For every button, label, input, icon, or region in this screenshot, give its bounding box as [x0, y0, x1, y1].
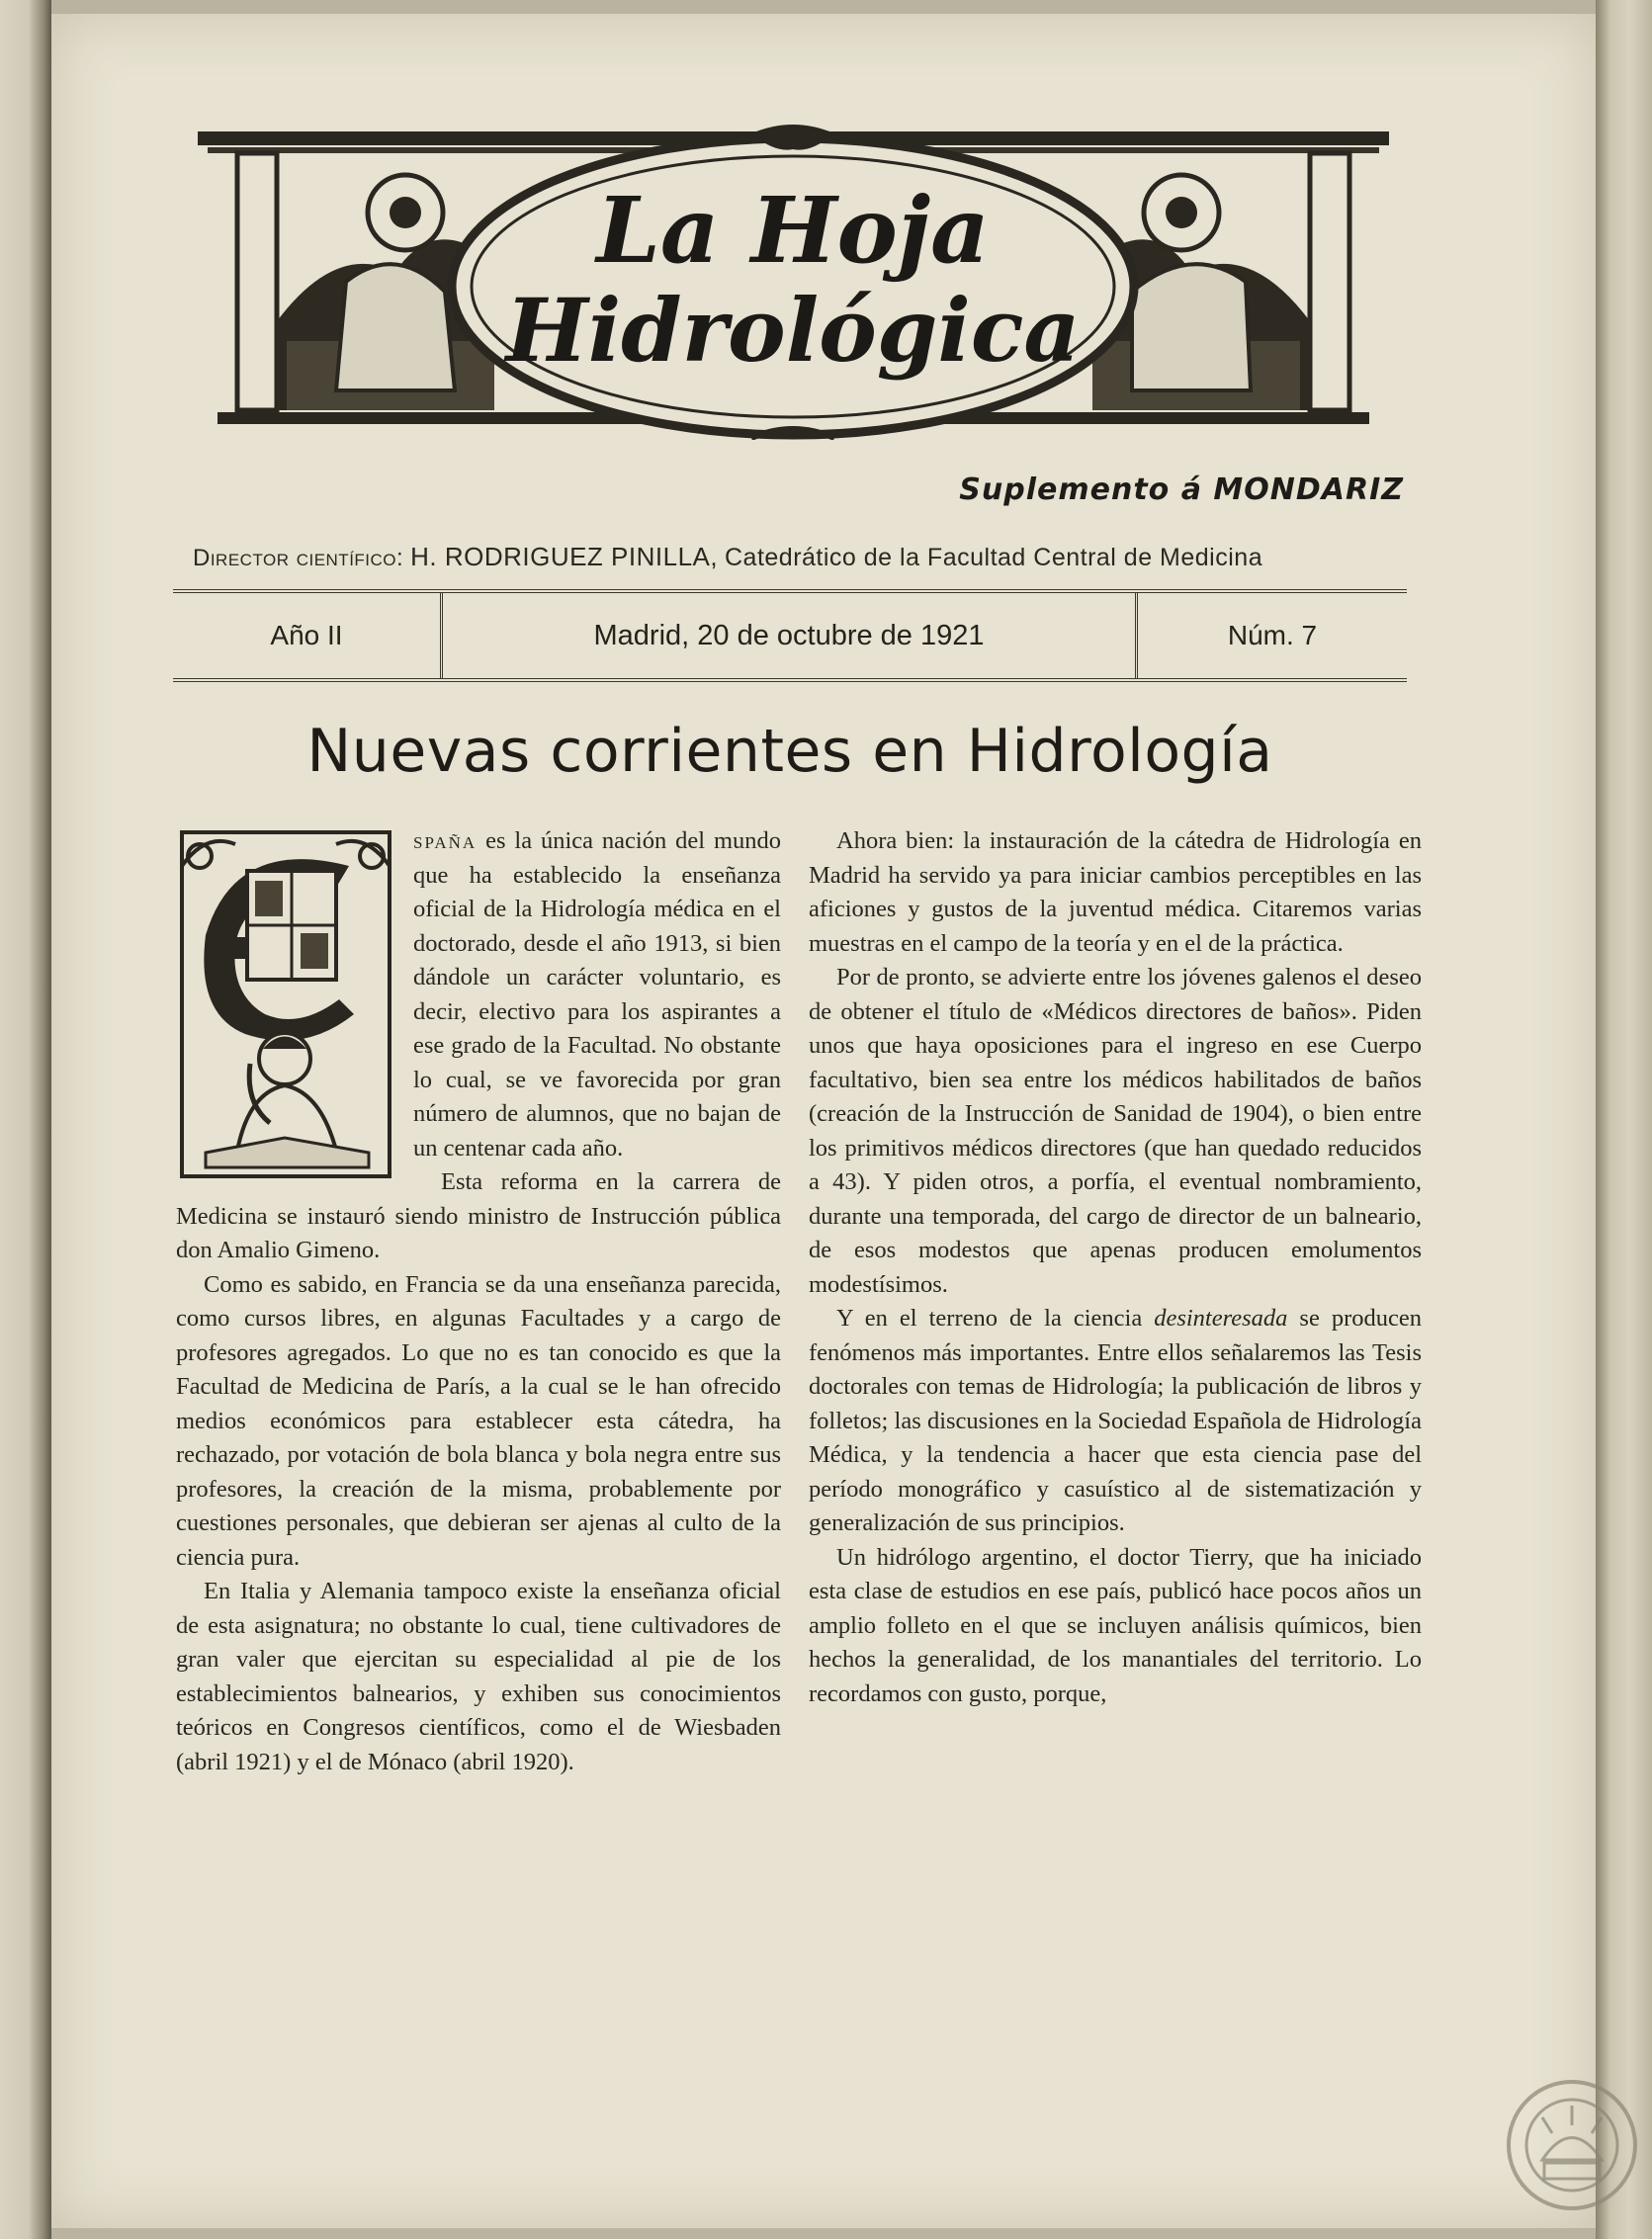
- right-paragraph: [809, 1302, 1422, 1541]
- masthead-title-line2: Hidrológica: [505, 279, 1081, 382]
- left-paragraph: Como es sabido, en Francia se da una enseñanza parecida, como cursos libres, en algunas Facultades y a cargo de profesores agregados. Lo que no es tan conocido es que la Facultad de Medicina de París, a la cual se le han ofrecido medios económicos para establecer esta cátedra, ha rechazado, por votación de bola blanca y bola negra entre sus profesores, la creación de la misma, probablemente por cuestiones personales, que debieran ser ajenas al culto de la ciencia pura.: [176, 1270, 781, 1571]
- issue-year: Año II: [173, 593, 443, 678]
- drop-cap-reading-man-icon: [176, 826, 395, 1182]
- issue-date: Madrid, 20 de octubre de 1921: [443, 593, 1138, 678]
- masthead: [198, 124, 1389, 440]
- article-column-right: [809, 824, 1422, 1711]
- director-label: Director científico:: [193, 545, 404, 571]
- article-headline: Nuevas corrientes en Hidrología: [306, 717, 1273, 786]
- emphasis-word: desinteresada: [1154, 1305, 1288, 1332]
- issue-info-bar: [173, 589, 1407, 682]
- drop-cap-initial: [176, 826, 395, 1182]
- left-paragraph: Esta reforma en la carrera de Medicina se instauró siendo ministro de Instrucción pública don Amalio Gimeno.: [176, 1168, 781, 1263]
- right-paragraph: Ahora bien: la instauración de la cátedra de Hidrología en Madrid ha servido ya para iniciar cambios perceptibles en las aficiones y gustos de la juventud médica. Citaremos varias muestras en el campo de la teoría y en el de la práctica.: [809, 827, 1422, 957]
- right-paragraph: Un hidrólogo argentino, el doctor Tierry, que ha iniciado esta clase de estudios en ese país, publicó hace pocos años un amplio folleto en el que se incluyen análisis químicos, bien hechos la generalidad, de los manantiales del territorio. Lo recordamos con gusto, porque,: [809, 1543, 1422, 1707]
- left-paragraph-text: es la única nación del mundo que ha establecido la enseñanza oficial de la Hidrología médica en el doctorado, desde el año 1913, si bien dándole un carácter voluntario, es decir, electivo para los aspirantes a ese grado de la Facultad. No obstante lo cual, se ve favorecida por gran número de alumnos, que no bajan de un centenar cada año.: [413, 827, 781, 1162]
- book-binding-edge: [0, 0, 51, 2239]
- director-role: Catedrático de la Facultad Central de Medicina: [724, 544, 1263, 571]
- page-stack-edge: [1596, 0, 1652, 2239]
- left-paragraph: En Italia y Alemania tampoco existe la enseñanza oficial de esta asignatura; no obstante lo cual, tiene cultivadores de gran valer que ejercitan su especialidad al pie de los establecimientos balnearios, y exhiben sus conocimientos teóricos en Congresos científicos, como el de Wiesbaden (abril 1921) y el de Mónaco (abril 1920).: [176, 1578, 781, 1775]
- issue-number: Núm. 7: [1227, 620, 1318, 650]
- article-column-left: [176, 824, 781, 1779]
- right-paragraph-text: Y en el terreno de la ciencia: [836, 1305, 1143, 1332]
- lead-word: spaña: [413, 827, 478, 854]
- right-paragraph: Por de pronto, se advierte entre los jóvenes galenos el deseo de obtener el título de «Médicos directores de baños». Piden unos que haya oposiciones para el ingreso en ese Cuerpo facultativo, bien sea entre los médicos habilitados de baños (creación de la Instrucción de Sanidad de 1904), o bien entre los primitivos médicos directores (que han quedado reducidos a 43). Y piden otros, a porfía, el eventual nombramiento, durante una temporada, del cargo de director de un balneario, de esos modestos que apenas producen emolumentos modestísimos.: [809, 964, 1422, 1298]
- director-line: [193, 542, 1409, 572]
- director-name: H. RODRIGUEZ PINILLA,: [410, 542, 719, 571]
- supplement-line: Suplemento á MONDARIZ: [959, 473, 1404, 507]
- library-stamp: [1503, 2076, 1641, 2214]
- masthead-title-line1: La Hoja: [596, 177, 990, 284]
- right-paragraph-text: se producen fenómenos más importantes. Entre ellos señalaremos las Tesis doctorales con temas de Hidrología; la publicación de libros y folletos; las discusiones en la Sociedad Española de Hidrología Médica, y la tendencia a hacer que esta ciencia pase del período monográfico y casuístico al de sistematización y generalización de sus principios.: [809, 1305, 1422, 1536]
- masthead-illustration-icon: [198, 124, 1389, 440]
- library-stamp-icon: [1503, 2076, 1641, 2214]
